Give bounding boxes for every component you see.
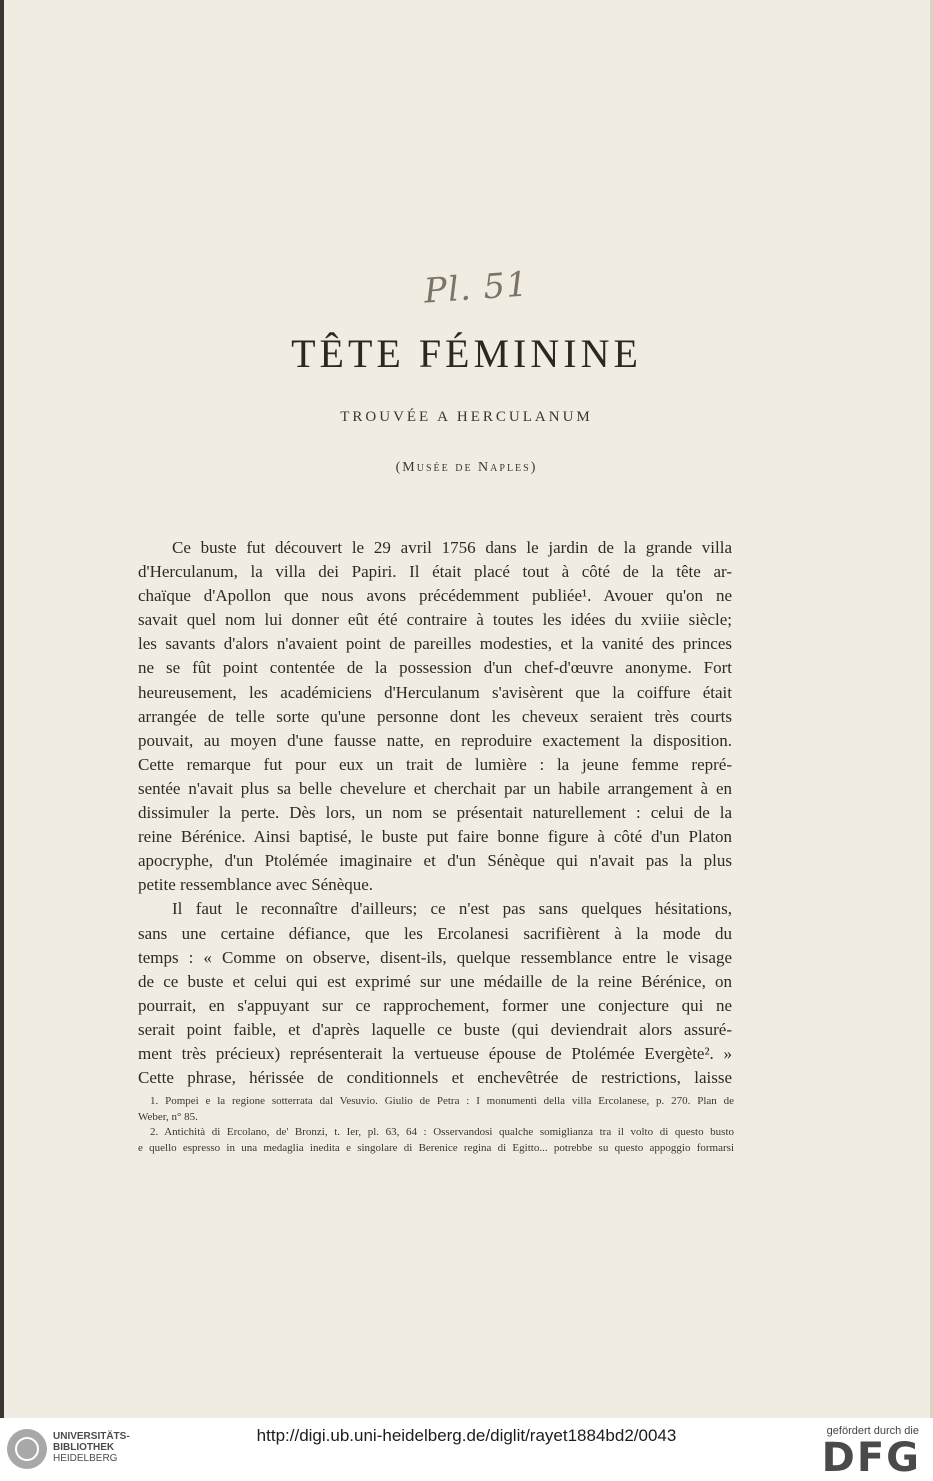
body-line: Il faut le reconnaître d'ailleurs; ce n'est pas sans quelques hésitations, <box>172 899 732 919</box>
funding-caption: gefördert durch die <box>826 1425 919 1437</box>
body-line: pourrait, en s'appuyant sur ce rapprochement, former une conjecture qui ne <box>138 995 732 1015</box>
body-line: heureusement, les académiciens d'Herculanum s'avisèrent que la coiffure était <box>138 682 732 702</box>
body-line: de ce buste et celui qui est exprimé sur une médaille de la reine Bérénice, on <box>138 971 732 991</box>
body-line: arrangée de telle sorte qu'une personne dont les cheveux seraient très courts <box>138 706 732 726</box>
page-title: TÊTE FÉMININE <box>291 331 642 376</box>
body-line: d'Herculanum, la villa dei Papiri. Il était placé tout à côté de la tête ar- <box>138 562 732 582</box>
library-name-line: UNIVERSITÄTS- <box>53 1431 130 1442</box>
permalink-url[interactable]: http://digi.ub.uni-heidelberg.de/diglit/rayet1884bd2/0043 <box>256 1426 677 1445</box>
body-line: serait point faible, et d'après laquelle ce buste (qui deviendrait alors assuré- <box>138 1019 732 1039</box>
footnote-line: 2. Antichità di Ercolano, de' Bronzi, t. Ier, pl. 63, 64 : Osservandosi qualche somiglianza tra il volto di questo busto <box>150 1126 734 1138</box>
body-line: sentée n'avait plus sa belle chevelure et cherchait par un habile arrangement à en <box>138 778 732 798</box>
footnote-line: Weber, n° 85. <box>138 1110 198 1123</box>
body-line: Cette phrase, hérissée de conditionnels et enchevêtrée de restrictions, laisse <box>138 1068 732 1088</box>
body-text <box>138 536 732 1090</box>
dfg-logo[interactable]: DFG <box>821 1435 921 1481</box>
footnotes <box>138 1094 734 1156</box>
page-subtitle: TROUVÉE A HERCULANUM <box>340 409 593 425</box>
body-line: petite ressemblance avec Sénèque. <box>138 875 374 895</box>
footnote-line: 1. Pompei e la regione sotterrata dal Vesuvio. Giulio de Petra : I monumenti della villa Ercolanese, p. 270. Plan de <box>150 1095 734 1107</box>
body-line: sans une certaine défiance, que les Ercolanesi sacrifièrent à la mode du <box>138 923 732 943</box>
body-line: ne se fût point contentée de la possession d'un chef-d'œuvre anonyme. Fort <box>138 658 732 678</box>
library-name-line: HEIDELBERG <box>53 1453 118 1464</box>
museum-location: (Musée de Naples) <box>395 460 538 475</box>
body-line: savait quel nom lui donner eût été contraire à toutes les idées du xviiie siècle; <box>138 610 732 630</box>
body-line: apocryphe, d'un Ptolémée imaginaire et d'un Sénèque qui n'avait pas la plus <box>138 851 732 871</box>
body-line: les savants d'alors n'avaient point de pareilles modesties, et la vanité des princes <box>138 634 732 654</box>
body-line: chaïque d'Apollon que nous avons précédemment publiée¹. Avouer qu'on ne <box>138 586 732 606</box>
body-line: dissimuler la perte. Dès lors, un nom se présentait naturellement : celui de la <box>138 803 732 823</box>
handwritten-plate-note: Pl. 51 <box>422 264 530 312</box>
body-line: ment très précieux) représenterait la vertueuse épouse de Ptolémée Evergète². » <box>138 1043 732 1063</box>
footnote-line: e quello espresso in una medaglia inedita e singolare di Berenice regina di Egitto... potrebbe su questo appoggio formarsi <box>138 1141 734 1154</box>
body-line: Ce buste fut découvert le 29 avril 1756 dans le jardin de la grande villa <box>172 538 732 557</box>
library-name-line: BIBLIOTHEK <box>53 1442 115 1453</box>
body-line: Cette remarque fut pour eux un trait de lumière : la jeune femme repré- <box>138 754 732 774</box>
body-line: temps : « Comme on observe, disent-ils, quelque ressemblance entre le visage <box>138 947 732 967</box>
body-line: pouvait, au moyen d'une fausse natte, en reproduire exactement la disposition. <box>138 730 732 750</box>
body-line: reine Bérénice. Ainsi baptisé, le buste put faire bonne figure à côté d'un Platon <box>138 827 732 847</box>
